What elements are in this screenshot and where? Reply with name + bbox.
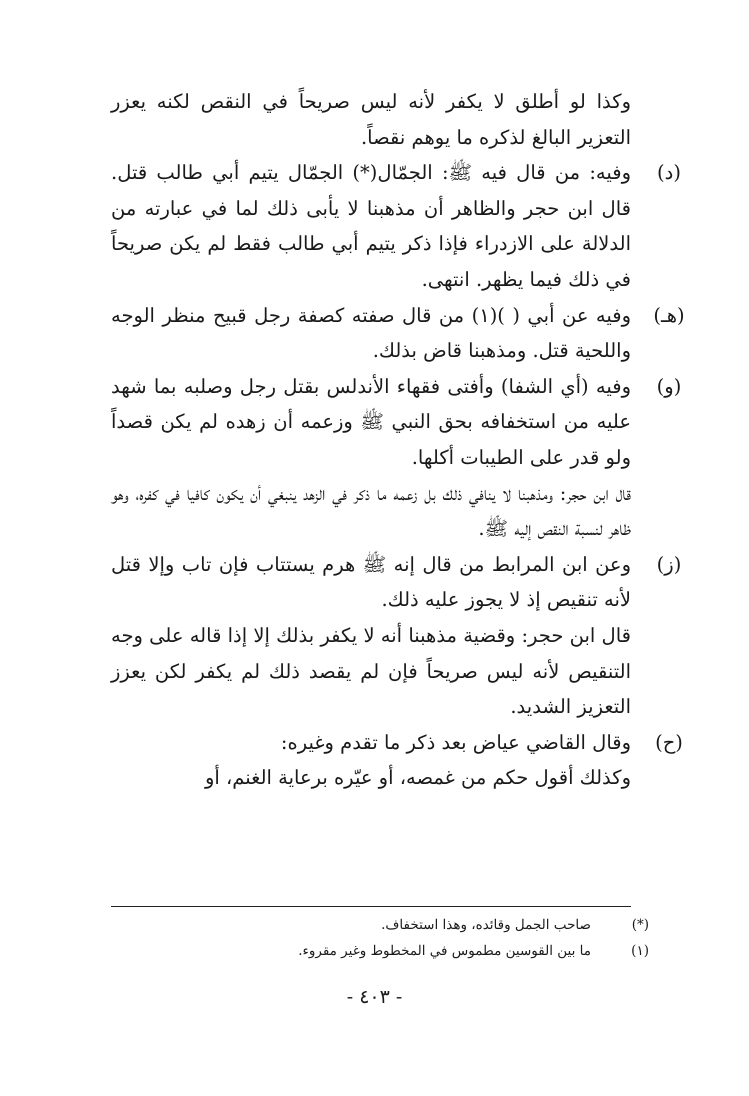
main-text [111,84,685,796]
item-marker: (و) [656,374,682,398]
footnote-text: صاحب الجمل وقائده، وهذا استخفاف. [381,917,591,933]
paragraph-w [111,369,682,476]
item-marker: (ز) [656,552,682,576]
paragraph-text: وفيه: من قال فيه ﷺ: الجمّال(*) الجمّال يتيم أبي طالب قتل. قال ابن حجر والظاهر أن مذهبنا لا يأبى ذلك لما في عبارته من الدلالة على الازدراء فإذا ذكر يتيم أبي طالب فقط لم يكن صريحاً في ذلك فيما يظهر. انتهى. [111,161,631,291]
item-marker: (هـ) [653,303,685,327]
paragraph-intro [111,84,631,155]
item-marker: (د) [657,161,681,185]
paragraph-w-comment [111,476,631,547]
paragraph-ha [111,725,683,761]
footnote [111,938,649,964]
paragraph-text: وكذلك أقول حكم من غمصه، أو عيّره برعاية الغنم، أو [204,766,631,790]
footnote [111,912,649,938]
paragraph-d [111,155,681,297]
paragraph-text: قال ابن حجر: وقضية مذهبنا أنه لا يكفر بذلك إلا إذا قاله على وجه التنقيص لأنه ليس صريحاً فإن لم يقصد ذلك لم يكفر لكن يعزز التعزيز الشديد. [111,623,631,719]
paragraph-z-comment [111,618,631,725]
paragraph-text: وعن ابن المرابط من قال إنه ﷺ هرم يستتاب فإن تاب وإلا قتل لأنه تنقيص إذ لا يجوز عليه ذلك. [111,552,631,612]
footnote-marker: (١) [631,943,649,959]
paragraph-text: وكذا لو أطلق لا يكفر لأنه ليس صريحاً في النقص لكنه يعزر التعزير البالغ لذكره ما يوهم نقصاً. [111,90,631,149]
paragraph-text: وفيه عن أبي ( )(١) من قال صفته كصفة رجل قبيح منظر الوجه واللحية قتل. ومذهبنا قاض بذلك. [111,303,631,363]
paragraph-h [111,298,685,369]
paragraph-text: وقال القاضي عياض بعد ذكر ما تقدم وغيره: [280,730,631,754]
footnote-marker: (*) [631,917,649,933]
paragraph-z [111,547,682,618]
footnotes [111,912,649,964]
page-number: - ٤٠٣ - [346,986,403,1008]
item-marker: (ح) [655,730,683,754]
paragraph-text: قال ابن حجر: ومذهبنا لا ينافي ذلك بل زعمه ما ذكر في الزهد ينبغي أن يكون كافيا في كفره، وهو ظاهر لنسبة النقص إليه ﷺ. [111,481,631,541]
footnote-text: ما بين القوسين مطموس في المخطوط وغير مقروء. [298,943,591,959]
paragraph-ha-quote [111,760,631,796]
footnote-divider [111,906,631,907]
paragraph-text: وفيه (أي الشفا) وأفتى فقهاء الأندلس بقتل رجل وصلبه بما شهد عليه من استخفافه بحق النبي ﷺ وزعمه أن زهده لم يكن قصداً ولو قدر على الطيبات أكلها. [111,374,631,469]
